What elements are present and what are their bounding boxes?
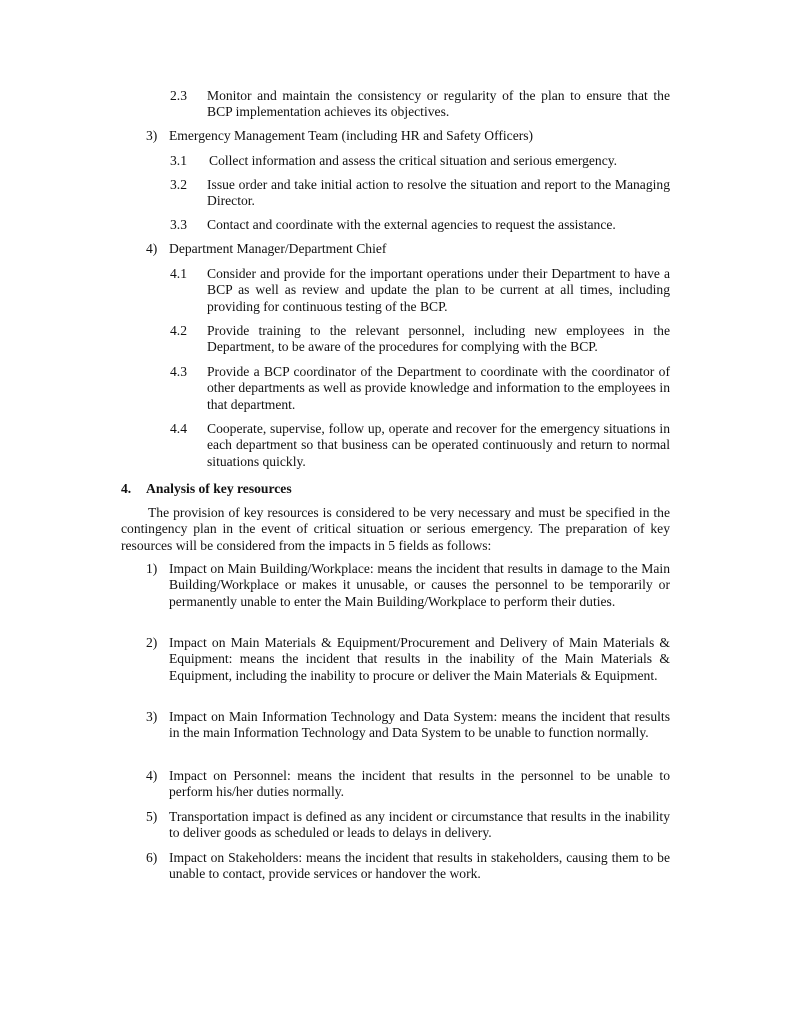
item-number: 4) xyxy=(146,768,158,783)
item-number: 3) xyxy=(146,128,158,143)
item-number: 4.3 xyxy=(170,364,187,379)
item-number: 2.3 xyxy=(170,88,187,103)
section-title: Analysis of key resources xyxy=(146,481,292,496)
item-text: Collect information and assess the critical situation and serious emergency. xyxy=(209,153,618,168)
item-number: 4) xyxy=(146,241,158,256)
item-text: Provide a BCP coordinator of the Department to coordinate with the coordinator of other departments as well as provide knowledge and information to the employees in that department. xyxy=(207,364,670,412)
item-text: Transportation impact is defined as any incident or circumstance that results in the inability to deliver goods as scheduled or leads to delays in delivery. xyxy=(169,809,670,841)
item-text: Contact and coordinate with the external agencies to request the assistance. xyxy=(207,217,616,232)
item-text: Impact on Main Building/Workplace: means the incident that results in damage to the Main Building/Workplace or makes it unusable, or causes the personnel to be temporarily or permanently unable to enter the Main Building/Workplace to perform their duties. xyxy=(169,561,670,609)
item-text: Consider and provide for the important operations under their Department to have a BCP as well as review and update the plan to be current at all times, including providing for continuous testing of the BCP. xyxy=(207,266,670,314)
item-text: Impact on Personnel: means the incident that results in the personnel to be unable to perform his/her duties normally. xyxy=(169,768,670,800)
item-text: Provide training to the relevant personnel, including new employees in the Department, to be aware of the procedures for complying with the BCP. xyxy=(207,323,670,355)
item-number: 4.4 xyxy=(170,421,187,436)
item-text: Issue order and take initial action to resolve the situation and report to the Managing Director. xyxy=(207,177,670,209)
item-number: 2) xyxy=(146,635,158,650)
item-text: Emergency Management Team (including HR and Safety Officers) xyxy=(169,128,534,143)
intro-text: The provision of key resources is considered to be very necessary and must be specified in the contingency plan in the event of critical situation or serious emergency. The preparation of key resources will be considered from the impacts in 5 fields as follows: xyxy=(121,505,670,553)
item-text: Impact on Main Materials & Equipment/Procurement and Delivery of Main Materials & Equipment: means the incident that results in the inability of the Main Materials & Equipment, including the inability to procure or deliver the Main Materials & Equipment. xyxy=(169,635,670,683)
section-heading xyxy=(121,481,661,497)
item-number: 5) xyxy=(146,809,158,824)
item-text: Cooperate, supervise, follow up, operate and recover for the emergency situations in each department so that business can be operated continuously and return to normal situations quickly. xyxy=(207,421,670,469)
item-number: 4.1 xyxy=(170,266,187,281)
item-text: Impact on Main Information Technology and Data System: means the incident that results in the main Information Technology and Data System to be unable to function normally. xyxy=(169,709,670,741)
item-number: 4.2 xyxy=(170,323,187,338)
section-number: 4. xyxy=(121,481,132,496)
item-number: 3.2 xyxy=(170,177,187,192)
item-text: Impact on Stakeholders: means the incident that results in stakeholders, causing them to be unable to contact, provide services or handover the work. xyxy=(169,850,670,882)
item-number: 1) xyxy=(146,561,158,576)
item-number: 6) xyxy=(146,850,158,865)
item-text: Department Manager/Department Chief xyxy=(169,241,387,256)
item-text: Monitor and maintain the consistency or regularity of the plan to ensure that the BCP implementation achieves its objectives. xyxy=(207,88,670,120)
item-number: 3) xyxy=(146,709,158,724)
item-number: 3.3 xyxy=(170,217,187,232)
intro-paragraph xyxy=(121,505,670,554)
item-number: 3.1 xyxy=(170,153,187,168)
